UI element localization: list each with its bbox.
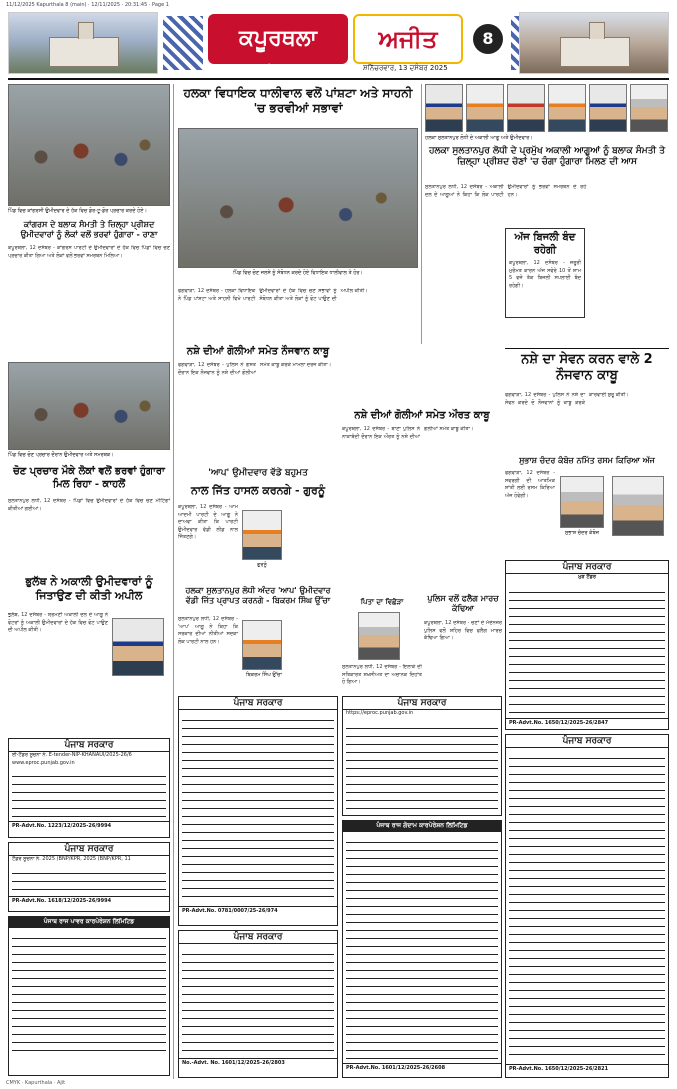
power-cut-headline: ਅੱਜ ਬਿਜਲੀ ਬੰਦ ਰਹੇਗੀ xyxy=(514,232,576,256)
ad-ref: PR-Advt.No. 1650/12/2025-26/2847 xyxy=(506,718,668,727)
ad-ref: PR-Advt.No. 0781/0007/25-26/974 xyxy=(179,906,337,915)
page-number: 8 xyxy=(473,24,503,54)
left-story1-body: ਕਪੂਰਥਲਾ, 12 ਦਸੰਬਰ - ਕਾਂਗਰਸ ਪਾਰਟੀ ਦੇ ਉਮੀਦਵਾਰਾਂ ਦੇ ਹੱਕ ਵਿਚ ਪਿੰਡਾਂ ਵਿਚ ਚੋਣ ਪ੍ਰਚਾਰ ਕੀਤਾ ਗਿਆ ਅਤੇ ਲੋਕਾਂ ਵਲੋਂ ਭਰਵਾਂ ਸਮਰਥਨ ਮਿਲਿਆ। xyxy=(8,245,170,259)
ad-table xyxy=(509,751,665,1061)
center-story3-kicker: 'ਆਪ' ਉਮੀਦਵਾਰ ਵੱਡੇ ਬਹੁਮਤ xyxy=(208,468,308,478)
leader-portrait xyxy=(630,84,668,132)
ad-ref: PR-Advt.No. 1223/12/2025-26/9994 xyxy=(9,821,169,830)
left-govt-ad-2 xyxy=(8,842,170,912)
ad-title: ਪੰਜਾਬ ਸਰਕਾਰ xyxy=(9,739,169,752)
ad-tender-line: ਟੈਂਡਰ ਸੂਚਨਾ ਨੰ. 2025 (BNP/KPR, 2025 (BNP/KPR, 11 xyxy=(12,856,131,862)
ad-title: ਪੰਜਾਬ ਸਰਕਾਰ xyxy=(179,697,337,710)
ad-title: ਪੰਜਾਬ ਸਰਕਾਰ xyxy=(506,735,668,748)
column-divider xyxy=(173,84,174,1079)
main-photo-caption: ਪਿੰਡ ਵਿਚ ਚੋਣ ਜਲਸੇ ਨੂੰ ਸੰਬੋਧਨ ਕਰਦੇ ਹੋਏ ਵਿਧਾਇਕ ਧਾਲੀਵਾਲ ਤੇ ਹੋਰ। xyxy=(233,270,363,276)
leader-portrait xyxy=(425,84,463,132)
building-icon xyxy=(49,37,119,67)
ad-subtitle: ਮੁੜ ਟੈਂਡਰ xyxy=(578,574,596,580)
center-right-govt-ad xyxy=(342,696,502,816)
portrait1-caption: ਗੁਰਨੂੰ xyxy=(257,562,267,568)
ad-ref: No.-Advt. No. 1601/12/2025-26/2803 xyxy=(179,1058,337,1067)
section-rule xyxy=(505,348,669,349)
main-rally-photo xyxy=(178,128,418,268)
group-campaign-photo xyxy=(8,362,170,450)
gurdwara-photo xyxy=(8,12,158,74)
ad-ref: PR-Advt.No. 1618/12/2025-26/9994 xyxy=(9,896,169,905)
center-story4-body: ਸੁਲਤਾਨਪੁਰ ਲੋਧੀ, 12 ਦਸੰਬਰ - 'ਆਪ' ਆਗੂ ਨੇ ਕਿਹਾ ਕਿ ਸਰਕਾਰ ਦੀਆਂ ਨੀਤੀਆਂ ਸਦਕਾ ਲੋਕ ਪਾਰਟੀ ਨਾਲ ਹਨ। xyxy=(178,616,238,645)
ad-table xyxy=(12,931,166,1056)
ad-table xyxy=(346,721,498,809)
photo2-caption: ਪਿੰਡ ਵਿਚ ਚੋਣ ਪ੍ਰਚਾਰ ਦੌਰਾਨ ਉਮੀਦਵਾਰ ਅਤੇ ਸਮਰਥਕ। xyxy=(8,452,114,458)
main-headline: ਹਲਕਾ ਵਿਧਾਇਕ ਧਾਲੀਵਾਲ ਵਲੋਂ ਪਾਂਸ਼ਟਾ ਅਤੇ ਸਾਹਨੀ 'ਚ ਭਰਵੀਆਂ ਸਭਾਵਾਂ xyxy=(183,86,413,115)
portraits-caption: ਹਲਕਾ ਸੁਲਤਾਨਪੁਰ ਲੋਧੀ ਦੇ ਅਕਾਲੀ ਆਗੂ ਅਤੇ ਉਮੀਦਵਾਰ। xyxy=(425,135,533,141)
couple-portrait xyxy=(612,476,664,536)
leader-portrait xyxy=(548,84,586,132)
leaders-portraits-row xyxy=(425,84,669,132)
subhash-chander-portrait xyxy=(560,476,604,528)
ad-title: ਪੰਜਾਬ ਸਰਕਾਰ xyxy=(9,843,169,856)
center-story4-headline: ਹਲਕਾ ਸੁਲਤਾਨਪੁਰ ਲੋਧੀ ਅੰਦਰ 'ਆਪ' ਉਮੀਦਵਾਰ ਵੱਡੀ ਜਿੱਤ ਪ੍ਰਾਪਤ ਕਰਨਗੇ - ਬਿਕਰਮ ਸਿੰਘ ਉੱਚਾ xyxy=(185,586,331,605)
ad-ref: PR-Advt.No. 1650/12/2025-26/2821 xyxy=(506,1064,668,1073)
right-top-headline: ਹਲਕਾ ਸੁਲਤਾਨਪੁਰ ਲੋਧੀ ਦੇ ਪ੍ਰਮੁੱਖ ਅਕਾਲੀ ਆਗੂਆਂ ਨੂੰ ਬਲਾਕ ਸੰਮਤੀ ਤੇ ਜ਼ਿਲ੍ਹਾ ਪ੍ਰੀਸ਼ਦ ਚੋਣਾਂ 'ਚ ਚੰਗਾ ਹੁੰਗਾਰਾ ਮਿਲਣ ਦੀ ਆਸ xyxy=(428,146,666,168)
ad-title: ਪੰਜਾਬ ਸਰਕਾਰ xyxy=(179,931,337,944)
ad-website: www.eproc.punjab.gov.in xyxy=(12,759,75,766)
gurnu-portrait xyxy=(242,510,282,560)
center-story5-headline: ਪਿਤਾ ਦਾ ਵਿਛੋੜਾ xyxy=(360,598,404,606)
left-power-corp-ad xyxy=(8,916,170,1076)
center-story6-headline: ਪੁਲਿਸ ਵਲੋਂ ਫਲੈਗ ਮਾਰਚ ਕੱਢਿਆ xyxy=(427,594,499,613)
newspaper-name: ਅਜੀਤ xyxy=(353,14,463,64)
pattern-decoration-left xyxy=(163,16,203,70)
ad-tender-line: ਈ-ਟੈਂਡਰ ਸੂਚਨਾ ਨੰ. E-tender-NIP-KHANAUI/2025-26/6 xyxy=(12,752,132,758)
leader-portrait xyxy=(466,84,504,132)
obit-caption: ਸੁਭਾਸ਼ ਚੰਦਰ ਕੰਬੋਜ਼ xyxy=(565,530,599,536)
leader-portrait xyxy=(589,84,627,132)
ad-table xyxy=(182,713,334,903)
ad-title: ਪੰਜਾਬ ਸਰਕਾਰ xyxy=(343,697,501,710)
ad-table xyxy=(12,866,166,894)
ad-title: ਪੰਜਾਬ ਰਾਜ ਪਾਵਰ ਕਾਰਪੋਰੇਸ਼ਨ ਲਿਮਿਟਿਡ xyxy=(9,917,169,928)
center-story3-headline: ਨਾਲ ਜਿੱਤ ਹਾਸਲ ਕਰਨਗੇ - ਗੁਰਨੂੰ xyxy=(190,484,326,497)
print-footer: CMYK · Kapurthala · Ajit xyxy=(6,1080,66,1086)
leader-portrait xyxy=(507,84,545,132)
right-mid-headline: ਨਸ਼ੇ ਦਾ ਸੇਵਨ ਕਰਨ ਵਾਲੇ 2 ਨੌਜਵਾਨ ਕਾਬੂ xyxy=(521,352,653,384)
center-story3-body: ਕਪੂਰਥਲਾ, 12 ਦਸੰਬਰ - ਆਮ ਆਦਮੀ ਪਾਰਟੀ ਦੇ ਆਗੂ ਨੇ ਦਾਅਵਾ ਕੀਤਾ ਕਿ ਪਾਰਟੀ ਉਮੀਦਵਾਰ ਵੱਡੀ ਲੀਡ ਨਾਲ ਜਿੱਤਣਗੇ। xyxy=(178,504,238,540)
leader-portrait xyxy=(112,618,164,676)
main-body: ਫਗਵਾੜਾ, 12 ਦਸੰਬਰ - ਹਲਕਾ ਵਿਧਾਇਕ ਨੇ ਪਿੰਡ ਪਾਂਸ਼ਟਾ ਅਤੇ ਸਾਹਨੀ ਵਿਖੇ ਪਾਰਟੀ ਉਮੀਦਵਾਰਾਂ ਦੇ ਹੱਕ ਵਿਚ ਚੋਣ ਸਭਾਵਾਂ ਨੂੰ ਸੰਬੋਧਨ ਕੀਤਾ ਅਤੇ ਲੋਕਾਂ ਨੂੰ ਵੋਟ ਪਾਉਣ ਦੀ ਅਪੀਲ ਕੀਤੀ। xyxy=(178,288,368,302)
obit-body: ਫਗਵਾੜਾ, 12 ਦਸੰਬਰ - ਸਵਰਗੀ ਦੀ ਆਤਮਿਕ ਸ਼ਾਂਤੀ ਲਈ ਰਸਮ ਕਿਰਿਆ ਅੱਜ ਹੋਵੇਗੀ। xyxy=(505,470,555,499)
ad-website: https://eproc.punjab.gov.in xyxy=(346,710,414,716)
print-strip: 11/12/2025 Kapurthala 8 (main) · 12/11/2025 · 20:31:45 · Page 1 xyxy=(6,2,169,8)
masthead-title: ਕਪੂਰਥਲਾ xyxy=(208,14,348,64)
heritage-building-photo xyxy=(519,12,669,74)
masthead xyxy=(8,12,669,74)
ad-table xyxy=(12,769,166,819)
center-story2-body: ਕਪੂਰਥਲਾ, 12 ਦਸੰਬਰ - ਥਾਣਾ ਪੁਲਿਸ ਨੇ ਨਾਕਾਬੰਦੀ ਦੌਰਾਨ ਇਕ ਔਰਤ ਨੂੰ ਨਸ਼ੇ ਦੀਆਂ ਗੋਲੀਆਂ ਸਮੇਤ ਕਾਬੂ ਕੀਤਾ। xyxy=(342,426,474,440)
ad-table xyxy=(182,947,334,1055)
masthead-sublocation: ਕਪੂਰਥਲਾ, ਜਲੰਧਰ xyxy=(238,64,279,71)
left-story2-headline: ਚੋਣ ਪ੍ਰਚਾਰ ਮੌਕੇ ਲੋਕਾਂ ਵਲੋਂ ਭਰਵਾਂ ਹੁੰਗਾਰਾ ਮਿਲ ਰਿਹਾ - ਕਾਹਲੋਂ xyxy=(13,466,165,490)
ad-ref: PR-Advt.No. 1601/12/2025-26/2608 xyxy=(343,1063,501,1072)
issue-date: ਸ਼ਨਿੱਚਰਵਾਰ, 13 ਦਸੰਬਰ 2025 xyxy=(363,64,448,72)
ad-title: ਪੰਜਾਬ ਰਾਜ ਗੋਦਾਮ ਕਾਰਪੋਰੇਸ਼ਨ ਲਿਮਿਟਿਡ xyxy=(343,821,501,832)
masthead-rule xyxy=(8,78,669,80)
center-story1-body: ਫਗਵਾੜਾ, 12 ਦਸੰਬਰ - ਪੁਲਿਸ ਨੇ ਗਸ਼ਤ ਦੌਰਾਨ ਇਕ ਨੌਜਵਾਨ ਨੂੰ ਨਸ਼ੇ ਦੀਆਂ ਗੋਲੀਆਂ ਸਮੇਤ ਕਾਬੂ ਕਰਕੇ ਮਾਮਲਾ ਦਰਜ ਕੀਤਾ। xyxy=(178,362,332,376)
far-right-govt-ad-2 xyxy=(505,734,669,1078)
right-top-body: ਸੁਲਤਾਨਪੁਰ ਲੋਧੀ, 12 ਦਸੰਬਰ - ਅਕਾਲੀ ਦਲ ਦੇ ਆਗੂਆਂ ਨੇ ਕਿਹਾ ਕਿ ਲੋਕ ਪਾਰਟੀ ਉਮੀਦਵਾਰਾਂ ਨੂੰ ਭਰਵਾਂ ਸਮਰਥਨ ਦੇ ਰਹੇ ਹਨ। xyxy=(425,184,587,198)
center-story1-headline: ਨਸ਼ੇ ਦੀਆਂ ਗੋਲੀਆਂ ਸਮੇਤ ਨੌਜਵਾਨ ਕਾਬੂ xyxy=(186,346,330,357)
center-govt-ad xyxy=(178,696,338,926)
building-icon xyxy=(560,37,630,67)
market-campaign-photo xyxy=(8,84,170,206)
right-mid-body: ਫਗਵਾੜਾ, 12 ਦਸੰਬਰ - ਪੁਲਿਸ ਨੇ ਨਸ਼ੇ ਦਾ ਸੇਵਨ ਕਰਦੇ ਦੋ ਨੌਜਵਾਨਾਂ ਨੂੰ ਕਾਬੂ ਕਰਕੇ ਕਾਰਵਾਈ ਸ਼ੁਰੂ ਕੀਤੀ। xyxy=(505,392,629,406)
left-govt-ad-1 xyxy=(8,738,170,838)
center-story5-body: ਸੁਲਤਾਨਪੁਰ ਲੋਧੀ, 12 ਦਸੰਬਰ - ਇਲਾਕੇ ਦੀ ਸਤਿਕਾਰਤ ਸ਼ਖ਼ਸੀਅਤ ਦਾ ਅਚਾਨਕ ਦਿਹਾਂਤ ਹੋ ਗਿਆ। xyxy=(342,664,422,685)
center-govt-ad-2 xyxy=(178,930,338,1078)
left-story1-headline: ਕਾਂਗਰਸ ਦੇ ਬਲਾਕ ਸੰਮਤੀ ਤੇ ਜ਼ਿਲ੍ਹਾ ਪ੍ਰੀਸ਼ਦ ਉਮੀਦਵਾਰਾਂ ਨੂੰ ਲੋਕਾਂ ਵਲੋਂ ਭਰਵਾਂ ਹੁੰਗਾਰਾ - ਰਾਣਾ xyxy=(20,220,158,239)
obituary-portrait xyxy=(358,612,400,660)
power-cut-box xyxy=(505,228,585,318)
obit-headline: ਸੁਭਾਸ਼ ਚੰਦਰ ਕੰਬੋਜ਼ ਨਮਿੱਤ ਰਸਮ ਕਿਰਿਆ ਅੱਜ xyxy=(519,456,655,465)
portrait2-caption: ਬਿਕਰਮ ਸਿੰਘ ਉੱਚਾ xyxy=(246,672,282,678)
far-right-govt-ad xyxy=(505,560,669,730)
center-story6-body: ਕਪੂਰਥਲਾ, 12 ਦਸੰਬਰ - ਚੋਣਾਂ ਦੇ ਮੱਦੇਨਜ਼ਰ ਪੁਲਿਸ ਵਲੋਂ ਸ਼ਹਿਰ ਵਿਚ ਫਲੈਗ ਮਾਰਚ ਕੱਢਿਆ ਗਿਆ। xyxy=(424,620,502,641)
power-cut-body: ਕਪੂਰਥਲਾ, 12 ਦਸੰਬਰ - ਜ਼ਰੂਰੀ ਮੁਰੰਮਤ ਕਾਰਨ ਅੱਜ ਸਵੇਰੇ 10 ਤੋਂ ਸ਼ਾਮ 5 ਵਜੇ ਤੱਕ ਬਿਜਲੀ ਸਪਲਾਈ ਬੰਦ ਰਹੇਗੀ। xyxy=(509,260,581,289)
ad-table xyxy=(346,835,498,1060)
ad-table xyxy=(509,585,665,715)
left-story3-body: ਭੁਲੱਥ, 12 ਦਸੰਬਰ - ਸ਼੍ਰੋਮਣੀ ਅਕਾਲੀ ਦਲ ਦੇ ਆਗੂ ਨੇ ਵੋਟਰਾਂ ਨੂੰ ਅਕਾਲੀ ਉਮੀਦਵਾਰਾਂ ਦੇ ਹੱਕ ਵਿਚ ਵੋਟ ਪਾਉਣ ਦੀ ਅਪੀਲ ਕੀਤੀ। xyxy=(8,612,108,633)
left-story2-body: ਸੁਲਤਾਨਪੁਰ ਲੋਧੀ, 12 ਦਸੰਬਰ - ਪਿੰਡਾਂ ਵਿਚ ਉਮੀਦਵਾਰਾਂ ਦੇ ਹੱਕ ਵਿਚ ਚੋਣ ਮੀਟਿੰਗਾਂ ਕੀਤੀਆਂ ਗਈਆਂ। xyxy=(8,498,170,512)
ad-title: ਪੰਜਾਬ ਸਰਕਾਰ xyxy=(506,561,668,574)
column-divider xyxy=(421,84,422,344)
center-story2-headline: ਨਸ਼ੇ ਦੀਆਂ ਗੋਲੀਆਂ ਸਮੇਤ ਔਰਤ ਕਾਬੂ xyxy=(354,410,490,421)
bikram-singh-portrait xyxy=(242,620,282,670)
left-story3-headline: ਭੁਲੱਥ ਨੇ ਅਕਾਲੀ ਉਮੀਦਵਾਰਾਂ ਨੂੰ ਜਿਤਾਉਣ ਦੀ ਕੀਤੀ ਅਪੀਲ xyxy=(25,575,153,602)
photo1-caption: ਪਿੰਡ ਵਿਚ ਕਾਂਗਰਸੀ ਉਮੀਦਵਾਰ ਦੇ ਹੱਕ ਵਿਚ ਡੋਰ-ਟੂ-ਡੋਰ ਪ੍ਰਚਾਰ ਕਰਦੇ ਹੋਏ। xyxy=(8,208,147,214)
warehousing-corp-ad xyxy=(342,820,502,1078)
